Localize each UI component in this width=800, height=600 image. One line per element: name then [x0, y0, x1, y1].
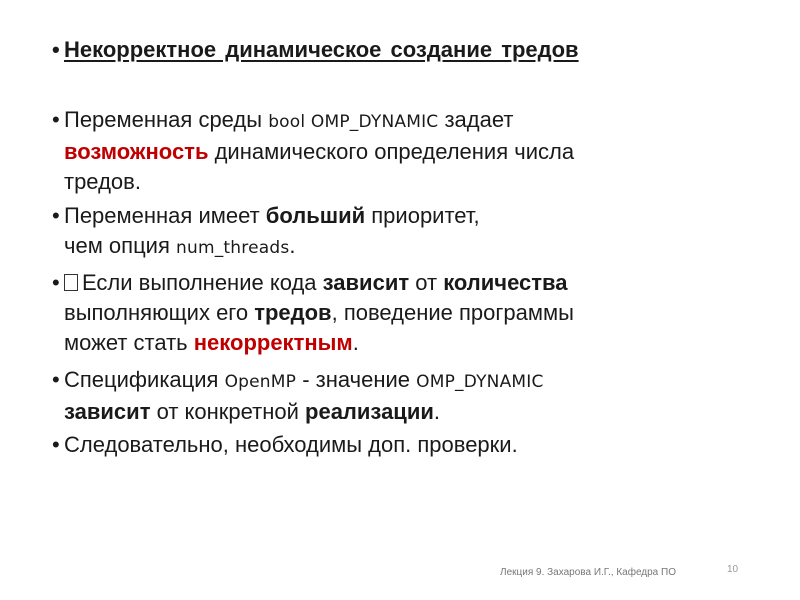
code-span: OMP_DYNAMIC — [416, 372, 544, 392]
page-number: 10 — [727, 564, 739, 575]
text-span: может стать — [64, 330, 194, 355]
bullet-content — [64, 201, 692, 263]
text-span: . — [352, 330, 359, 355]
bullet-line: Следовательно, необходимы доп. проверки. — [64, 432, 518, 457]
emphasis-red: некорректным — [193, 330, 353, 355]
bullet-content — [64, 268, 692, 358]
code-span: num_threads — [176, 238, 290, 258]
title-text: Некорректное динамическое создание тредов — [64, 37, 579, 62]
emphasis-bold: зависит — [64, 399, 151, 424]
bullet-content — [64, 105, 692, 197]
bullet-content — [64, 430, 692, 460]
slide-title — [52, 35, 692, 65]
missing-glyph-icon — [64, 274, 78, 291]
text-span: чем опция — [64, 233, 176, 258]
bullet-dot: • — [52, 37, 60, 62]
bullet-dot: • — [52, 270, 60, 295]
bullet-line — [64, 328, 692, 358]
bullet-line — [64, 268, 692, 298]
bullet-line — [64, 397, 692, 427]
emphasis-red: возможность — [64, 139, 209, 164]
emphasis-bold: тредов — [254, 300, 332, 325]
bullet-line — [64, 298, 692, 328]
slide-footer: Лекция 9. Захарова И.Г., Кафедра ПО — [500, 567, 676, 578]
text-span: Переменная имеет — [64, 203, 266, 228]
text-span: динамического определения числа — [208, 139, 575, 164]
code-span: bool OMP_DYNAMIC — [268, 112, 439, 132]
bullet-content — [64, 365, 692, 427]
text-span: Если выполнение кода — [82, 270, 323, 295]
bullet-dependency — [52, 268, 692, 358]
text-span: задает — [438, 107, 514, 132]
bullet-line — [64, 231, 692, 263]
bullet-specification — [52, 365, 692, 427]
bullet-dot: • — [52, 107, 60, 132]
code-span: OpenMP — [224, 372, 297, 392]
bullet-dot: • — [52, 367, 60, 392]
text-span: Спецификация — [64, 367, 225, 392]
text-span: от конкретной — [150, 399, 306, 424]
text-span: . — [433, 399, 441, 424]
bullet-line — [64, 105, 692, 137]
bullet-line — [64, 365, 692, 397]
text-span: тредов. — [64, 169, 141, 194]
text-span: от — [409, 270, 444, 295]
bullet-line — [64, 137, 692, 167]
bullet-priority — [52, 201, 692, 263]
text-span: выполняющих его — [64, 300, 255, 325]
bullet-line — [64, 201, 692, 231]
emphasis-bold: количества — [443, 270, 568, 295]
emphasis-bold: реализации — [305, 399, 434, 424]
bullet-omp-dynamic — [52, 105, 692, 197]
bullet-conclusion — [52, 430, 692, 460]
text-span: . — [289, 233, 296, 258]
text-span: , поведение программы — [331, 300, 574, 325]
emphasis-bold: больший — [265, 203, 366, 228]
text-span: Переменная среды — [64, 107, 269, 132]
bullet-dot: • — [52, 203, 60, 228]
text-span: приоритет, — [365, 203, 480, 228]
bullet-line — [64, 167, 692, 197]
text-span: - значение — [296, 367, 417, 392]
emphasis-bold: зависит — [322, 270, 410, 295]
bullet-dot: • — [52, 432, 60, 457]
